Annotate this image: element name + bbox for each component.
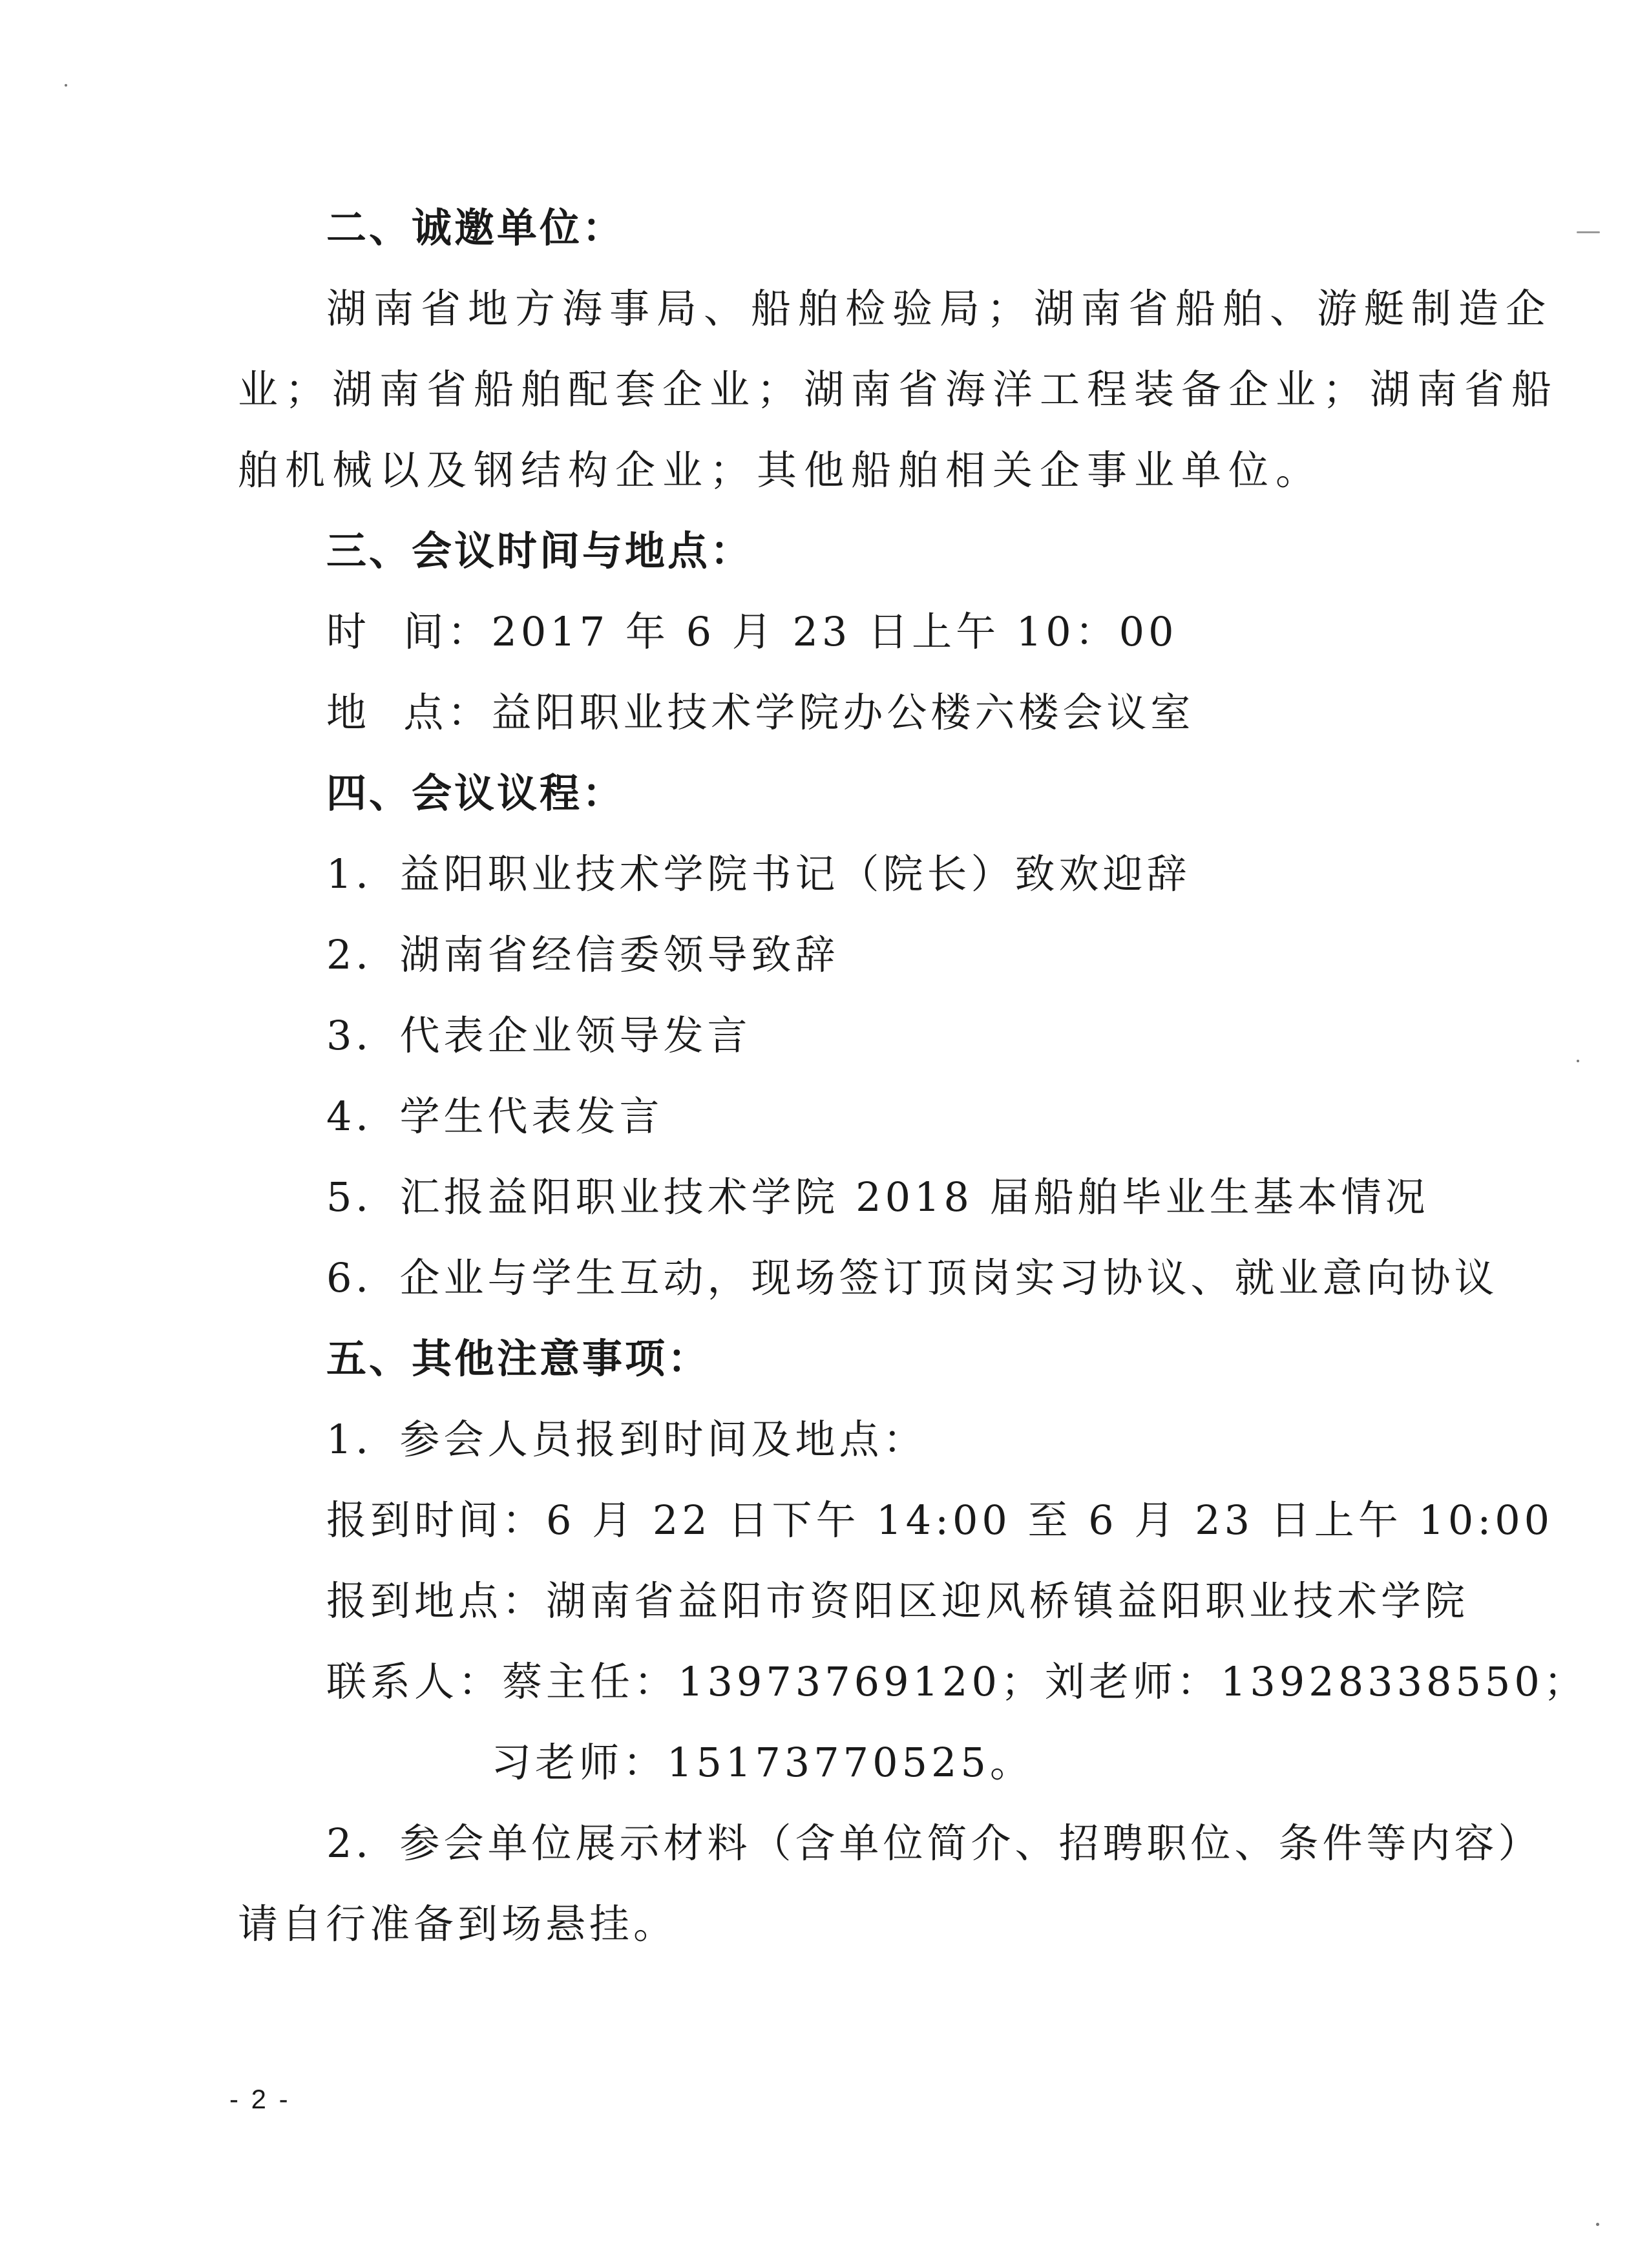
page-number: - 2 - — [229, 2084, 291, 2114]
units-line-3: 舶机械以及钢结构企业；其他船舶相关企事业单位。 — [238, 446, 1323, 494]
agenda-item: 2．湖南省经信委领导致辞 — [326, 931, 839, 978]
scan-speck — [65, 84, 67, 87]
agenda-item: 1．益阳职业技术学院书记（院长）致欢迎辞 — [326, 850, 1191, 898]
notes-item-2-line-2: 请自行准备到场悬挂。 — [238, 1900, 678, 1948]
agenda-item: 4．学生代表发言 — [326, 1093, 664, 1140]
section-heading-notes: 五、其他注意事项： — [326, 1335, 711, 1382]
meeting-time: 时 间：2017 年 6 月 23 日上午 10：00 — [326, 608, 1178, 655]
section-heading-agenda: 四、会议议程： — [326, 770, 625, 817]
agenda-item: 6．企业与学生互动，现场签订顶岗实习协议、就业意向协议 — [326, 1254, 1498, 1301]
meeting-place: 地 点：益阳职业技术学院办公楼六楼会议室 — [326, 689, 1195, 736]
contact-line-2: 习老师：15173770525。 — [491, 1739, 1034, 1786]
agenda-item: 3．代表企业领导发言 — [326, 1012, 751, 1059]
units-line-1: 湖南省地方海事局、船舶检验局；湖南省船舶、游艇制造企 — [326, 285, 1553, 332]
scan-speck — [1596, 2223, 1599, 2226]
scan-mark — [1577, 231, 1600, 233]
section-heading-time-place: 三、会议时间与地点： — [326, 527, 753, 574]
scan-speck — [1577, 1060, 1579, 1062]
section-heading-units: 二、诚邀单位： — [326, 204, 625, 251]
agenda-item: 5．汇报益阳职业技术学院 2018 届船舶毕业生基本情况 — [326, 1173, 1429, 1221]
units-line-2: 业；湖南省船舶配套企业；湖南省海洋工程装备企业；湖南省船 — [238, 366, 1559, 413]
notes-item-1-title: 1．参会人员报到时间及地点： — [326, 1416, 927, 1463]
contact-line-1: 联系人：蔡主任：13973769120；刘老师：13928338550； — [326, 1658, 1588, 1705]
checkin-place: 报到地点：湖南省益阳市资阳区迎风桥镇益阳职业技术学院 — [326, 1577, 1469, 1624]
checkin-time: 报到时间：6 月 22 日下午 14:00 至 6 月 23 日上午 10:00 — [326, 1496, 1554, 1544]
notes-item-2-line-1: 2．参会单位展示材料（含单位简介、招聘职位、条件等内容） — [326, 1820, 1542, 1867]
